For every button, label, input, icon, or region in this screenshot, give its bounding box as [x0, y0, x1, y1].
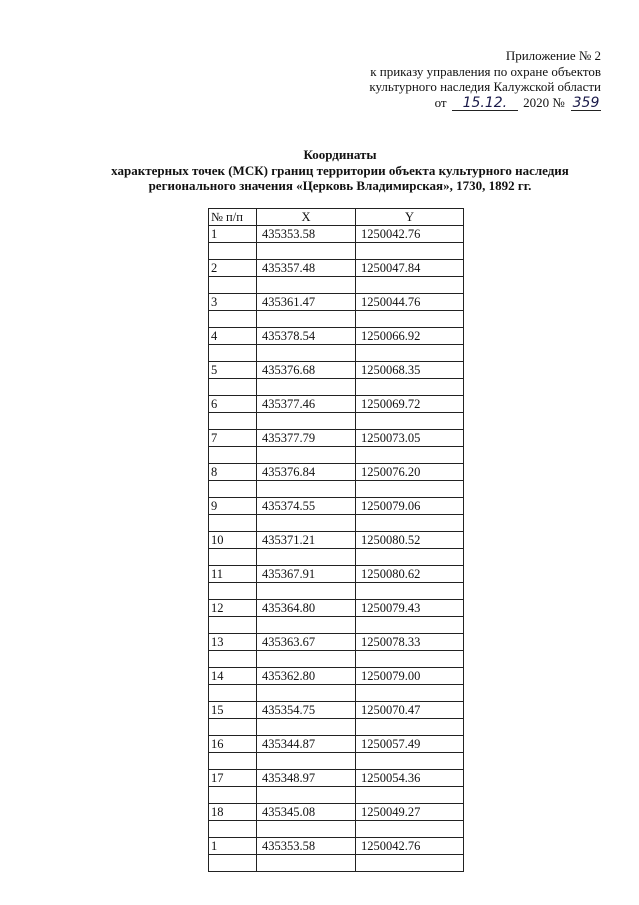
empty-cell [209, 719, 257, 736]
table-row [209, 260, 464, 277]
x-coordinate-cell: 435344.87 [257, 736, 356, 753]
table-row [209, 430, 464, 447]
table-row [209, 328, 464, 345]
y-coordinate-cell: 1250066.92 [356, 328, 464, 345]
coordinates-table [208, 208, 464, 872]
point-number-cell: 15 [209, 702, 257, 719]
handwritten-date: 15.12. [452, 97, 518, 111]
table-spacer-row [209, 277, 464, 294]
x-coordinate-cell: 435378.54 [257, 328, 356, 345]
empty-cell [356, 753, 464, 770]
handwritten-order-number: 359 [572, 94, 600, 111]
year-label: 2020 № [523, 94, 565, 110]
point-number-cell: 16 [209, 736, 257, 753]
table-spacer-row [209, 345, 464, 362]
y-coordinate-cell: 1250042.76 [356, 226, 464, 243]
empty-cell [209, 753, 257, 770]
title-line-1: Координаты [303, 147, 377, 162]
title-line-3: регионального значения «Церковь Владимирская», 1730, 1892 гг. [148, 178, 532, 193]
table-row [209, 498, 464, 515]
empty-cell [209, 549, 257, 566]
empty-cell [356, 651, 464, 668]
y-coordinate-cell: 1250047.84 [356, 260, 464, 277]
table-spacer-row [209, 651, 464, 668]
empty-cell [209, 345, 257, 362]
empty-cell [257, 549, 356, 566]
table-row [209, 804, 464, 821]
empty-cell [356, 379, 464, 396]
empty-cell [356, 617, 464, 634]
table-body [209, 226, 464, 872]
table-spacer-row [209, 685, 464, 702]
y-coordinate-cell: 1250057.49 [356, 736, 464, 753]
table-row [209, 396, 464, 413]
empty-cell [209, 481, 257, 498]
y-coordinate-cell: 1250079.00 [356, 668, 464, 685]
table-row [209, 838, 464, 855]
table-spacer-row [209, 549, 464, 566]
table-row [209, 736, 464, 753]
empty-cell [356, 243, 464, 260]
y-coordinate-cell: 1250080.52 [356, 532, 464, 549]
empty-cell [209, 855, 257, 872]
empty-cell [356, 481, 464, 498]
empty-cell [356, 311, 464, 328]
empty-cell [257, 685, 356, 702]
empty-cell [356, 413, 464, 430]
empty-cell [356, 685, 464, 702]
y-coordinate-cell: 1250079.06 [356, 498, 464, 515]
y-coordinate-cell: 1250049.27 [356, 804, 464, 821]
table-spacer-row [209, 447, 464, 464]
table-row [209, 668, 464, 685]
empty-cell [257, 583, 356, 600]
empty-cell [209, 413, 257, 430]
empty-cell [356, 787, 464, 804]
point-number-cell: 2 [209, 260, 257, 277]
title-line-2: характерных точек (МСК) границ территории объекта культурного наследия [111, 162, 569, 178]
point-number-cell: 1 [209, 226, 257, 243]
x-coordinate-cell: 435376.84 [257, 464, 356, 481]
x-coordinate-cell: 435345.08 [257, 804, 356, 821]
empty-cell [257, 719, 356, 736]
table-spacer-row [209, 821, 464, 838]
x-coordinate-cell: 435362.80 [257, 668, 356, 685]
empty-cell [356, 583, 464, 600]
empty-cell [356, 719, 464, 736]
empty-cell [257, 379, 356, 396]
empty-cell [257, 277, 356, 294]
table-spacer-row [209, 243, 464, 260]
y-coordinate-cell: 1250079.43 [356, 600, 464, 617]
empty-cell [257, 243, 356, 260]
table-row [209, 294, 464, 311]
y-coordinate-cell: 1250068.35 [356, 362, 464, 379]
x-coordinate-cell: 435363.67 [257, 634, 356, 651]
point-number-cell: 6 [209, 396, 257, 413]
empty-cell [257, 821, 356, 838]
x-coordinate-cell: 435377.79 [257, 430, 356, 447]
x-coordinate-cell: 435357.48 [257, 260, 356, 277]
y-coordinate-cell: 1250069.72 [356, 396, 464, 413]
x-coordinate-cell: 435367.91 [257, 566, 356, 583]
empty-cell [257, 515, 356, 532]
empty-cell [209, 243, 257, 260]
table-spacer-row [209, 379, 464, 396]
empty-cell [257, 413, 356, 430]
table-spacer-row [209, 855, 464, 872]
appendix-label: Приложение № 2 [505, 48, 601, 63]
empty-cell [356, 821, 464, 838]
empty-cell [257, 345, 356, 362]
table-spacer-row [209, 719, 464, 736]
table-row [209, 362, 464, 379]
point-number-cell: 8 [209, 464, 257, 481]
x-coordinate-cell: 435364.80 [257, 600, 356, 617]
empty-cell [209, 821, 257, 838]
y-coordinate-cell: 1250044.76 [356, 294, 464, 311]
x-coordinate-cell: 435354.75 [257, 702, 356, 719]
table-row [209, 566, 464, 583]
table-row [209, 702, 464, 719]
point-number-cell: 1 [209, 838, 257, 855]
x-coordinate-cell: 435374.55 [257, 498, 356, 515]
table-spacer-row [209, 753, 464, 770]
point-number-cell: 13 [209, 634, 257, 651]
table-spacer-row [209, 515, 464, 532]
y-coordinate-cell: 1250076.20 [356, 464, 464, 481]
appendix-header [369, 48, 601, 111]
x-coordinate-cell: 435361.47 [257, 294, 356, 311]
point-number-cell: 3 [209, 294, 257, 311]
empty-cell [209, 617, 257, 634]
point-number-cell: 4 [209, 328, 257, 345]
empty-cell [209, 583, 257, 600]
column-header-number: № п/п [209, 209, 257, 226]
empty-cell [356, 549, 464, 566]
empty-cell [257, 855, 356, 872]
empty-cell [209, 787, 257, 804]
point-number-cell: 14 [209, 668, 257, 685]
table-row [209, 226, 464, 243]
table-spacer-row [209, 311, 464, 328]
date-number-line [369, 95, 601, 111]
y-coordinate-cell: 1250042.76 [356, 838, 464, 855]
table-spacer-row [209, 413, 464, 430]
x-coordinate-cell: 435353.58 [257, 838, 356, 855]
empty-cell [356, 515, 464, 532]
empty-cell [209, 651, 257, 668]
x-coordinate-cell: 435377.46 [257, 396, 356, 413]
table-row [209, 532, 464, 549]
empty-cell [209, 379, 257, 396]
table-spacer-row [209, 583, 464, 600]
table-row [209, 464, 464, 481]
empty-cell [257, 311, 356, 328]
empty-cell [209, 311, 257, 328]
empty-cell [257, 753, 356, 770]
point-number-cell: 9 [209, 498, 257, 515]
y-coordinate-cell: 1250078.33 [356, 634, 464, 651]
point-number-cell: 5 [209, 362, 257, 379]
table-row [209, 770, 464, 787]
order-reference: к приказу управления по охране объектов [370, 63, 601, 79]
empty-cell [356, 277, 464, 294]
empty-cell [209, 515, 257, 532]
table-spacer-row [209, 787, 464, 804]
empty-cell [257, 787, 356, 804]
table-spacer-row [209, 617, 464, 634]
empty-cell [356, 345, 464, 362]
empty-cell [209, 447, 257, 464]
empty-cell [257, 617, 356, 634]
point-number-cell: 12 [209, 600, 257, 617]
authority-name: культурного наследия Калужской области [369, 79, 601, 94]
point-number-cell: 17 [209, 770, 257, 787]
x-coordinate-cell: 435348.97 [257, 770, 356, 787]
empty-cell [356, 447, 464, 464]
empty-cell [257, 481, 356, 498]
empty-cell [257, 447, 356, 464]
point-number-cell: 18 [209, 804, 257, 821]
empty-cell [209, 277, 257, 294]
point-number-cell: 7 [209, 430, 257, 447]
document-title [60, 147, 620, 194]
x-coordinate-cell: 435376.68 [257, 362, 356, 379]
column-header-x: X [257, 209, 356, 226]
y-coordinate-cell: 1250080.62 [356, 566, 464, 583]
point-number-cell: 11 [209, 566, 257, 583]
table-row [209, 600, 464, 617]
x-coordinate-cell: 435353.58 [257, 226, 356, 243]
point-number-cell: 10 [209, 532, 257, 549]
table-header-row [209, 209, 464, 226]
y-coordinate-cell: 1250073.05 [356, 430, 464, 447]
x-coordinate-cell: 435371.21 [257, 532, 356, 549]
empty-cell [257, 651, 356, 668]
y-coordinate-cell: 1250054.36 [356, 770, 464, 787]
date-prefix: от [434, 94, 447, 110]
table-spacer-row [209, 481, 464, 498]
table-row [209, 634, 464, 651]
empty-cell [209, 685, 257, 702]
column-header-y: Y [356, 209, 464, 226]
y-coordinate-cell: 1250070.47 [356, 702, 464, 719]
empty-cell [356, 855, 464, 872]
